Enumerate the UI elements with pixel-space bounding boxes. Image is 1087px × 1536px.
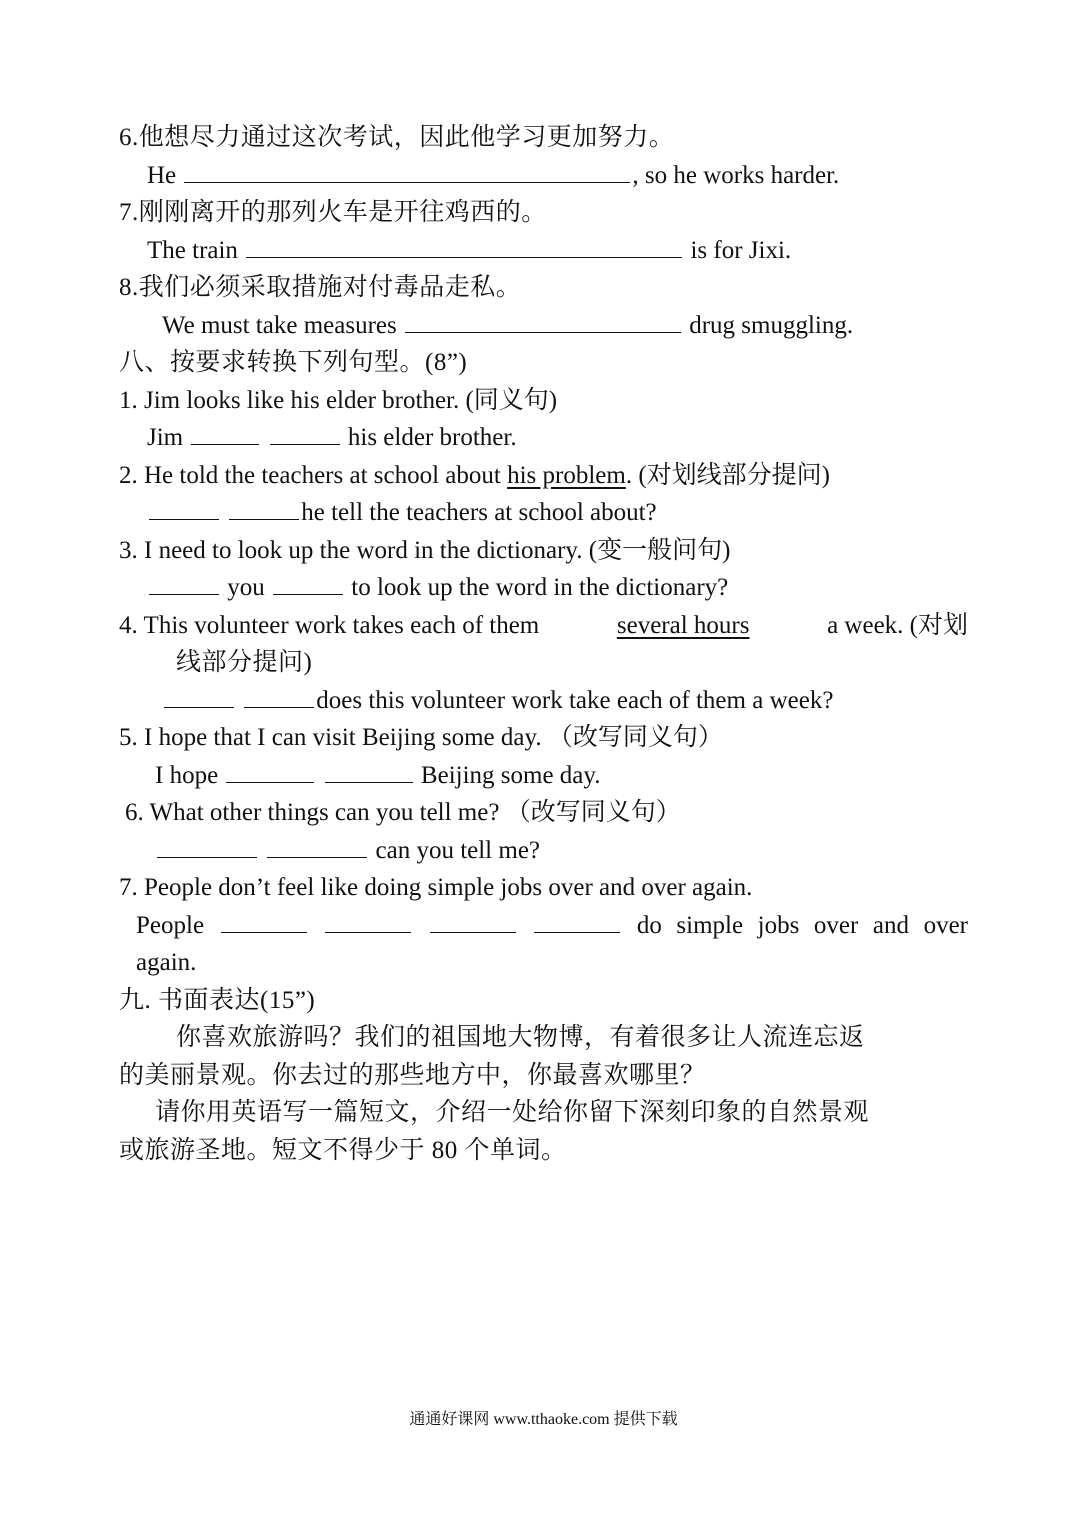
answer-blank[interactable] [157,837,257,858]
s1-answer-post: his elder brother. [347,424,517,451]
s7-answer-pre: People [136,912,205,939]
q8-answer-line [162,311,853,341]
answer-blank[interactable] [430,912,516,933]
s6-answer-line [155,836,540,866]
q6-answer-pre: He [147,162,177,189]
s3-answer-mid: you [227,574,265,601]
s5-prompt: 5. I hope that I can visit Beijing some day. （改写同义句） [119,724,723,751]
s2-answer-post: he tell the teachers at school about? [301,499,657,526]
answer-blank[interactable] [221,912,307,933]
answer-blank[interactable] [229,499,299,520]
answer-blank[interactable] [270,424,340,445]
s5-answer-pre: I hope [155,762,219,789]
s7-answer-word: over [813,912,859,939]
s4-prompt-pre: 4. This volunteer work takes each of them [119,612,540,639]
s3-answer-line [147,573,728,603]
section9-paragraph2-line1: 请你用英语写一篇短文，介绍一处给你留下深刻印象的自然景观 [155,1099,870,1126]
section9-paragraph1-line2: 的美丽景观。你去过的那些地方中，你最喜欢哪里？ [119,1062,706,1089]
s7-prompt: 7. People don’t feel like doing simple jobs over and over again. [119,874,753,901]
s7-answer-word: over [923,912,968,939]
s4-answer-post: does this volunteer work take each of them a week? [316,687,834,714]
answer-blank[interactable] [267,837,367,858]
s3-prompt: 3. I need to look up the word in the dictionary. (变一般问句) [119,537,731,564]
answer-blank[interactable] [246,237,682,258]
s1-prompt: 1. Jim looks like his elder brother. (同义句) [119,387,558,414]
q7-answer-line [147,236,791,266]
s5-answer-line [155,761,601,791]
s6-prompt: 6. What other things can you tell me? （改写同义句） [125,799,681,826]
s7-answer-word: simple [676,912,744,939]
s1-answer-pre: Jim [147,424,184,451]
answer-blank[interactable] [149,499,219,520]
s7-answer-word: do [636,912,662,939]
q8-answer-post: drug smuggling. [689,312,854,339]
s5-answer-post: Beijing some day. [420,762,601,789]
s7-answer-cont: again. [136,949,197,976]
answer-blank[interactable] [149,574,219,595]
answer-blank[interactable] [534,912,620,933]
section9-paragraph2-line2: 或旅游圣地。短文不得少于 80 个单词。 [119,1137,567,1164]
s7-answer-word: jobs [757,912,800,939]
q7-answer-pre: The train [147,237,238,264]
s2-prompt-pre: 2. He told the teachers at school about [119,462,508,489]
q6-answer-line [147,161,839,191]
answer-blank[interactable] [325,912,411,933]
s7-answer-line [136,911,968,941]
s3-answer-post: to look up the word in the dictionary? [351,574,729,601]
answer-blank[interactable] [244,687,314,708]
answer-blank[interactable] [325,762,413,783]
q8-answer-pre: We must take measures [162,312,397,339]
section9-paragraph1-line1: 你喜欢旅游吗？我们的祖国地大物博，有着很多让人流连忘返 [176,1024,865,1051]
answer-blank[interactable] [164,687,234,708]
answer-blank[interactable] [273,574,343,595]
s2-prompt [119,461,830,491]
s7-answer-word: and [872,912,909,939]
answer-blank[interactable] [191,424,259,445]
s4-answer-line [162,686,833,716]
section9-title: 九. 书面表达(15”) [119,987,316,1014]
section8-title: 八、按要求转换下列句型。(8”) [119,349,468,376]
answer-blank[interactable] [226,762,314,783]
q6-prompt: 6.他想尽力通过这次考试，因此他学习更加努力。 [119,124,675,151]
s2-underlined-phrase: his problem [507,462,626,489]
s1-answer-line [147,423,517,453]
q8-prompt: 8.我们必须采取措施对付毒品走私。 [119,274,522,301]
s4-prompt [119,611,968,641]
s4-prompt-cont: 线部分提问) [176,649,313,676]
q7-prompt: 7.刚刚离开的那列火车是开往鸡西的。 [119,199,547,226]
footer-credit: 通通好课网 www.tthaoke.com 提供下载 [409,1411,678,1428]
answer-blank[interactable] [184,162,630,183]
s6-answer-post: can you tell me? [375,837,541,864]
q6-answer-post: , so he works harder. [632,162,840,189]
answer-blank[interactable] [405,312,681,333]
s4-prompt-post: a week. (对划 [827,612,968,639]
s2-answer-line [147,498,657,528]
s4-underlined-phrase: several hours [616,612,750,639]
s2-prompt-post: . (对划线部分提问) [625,462,830,489]
q7-answer-post: is for Jixi. [690,237,792,264]
